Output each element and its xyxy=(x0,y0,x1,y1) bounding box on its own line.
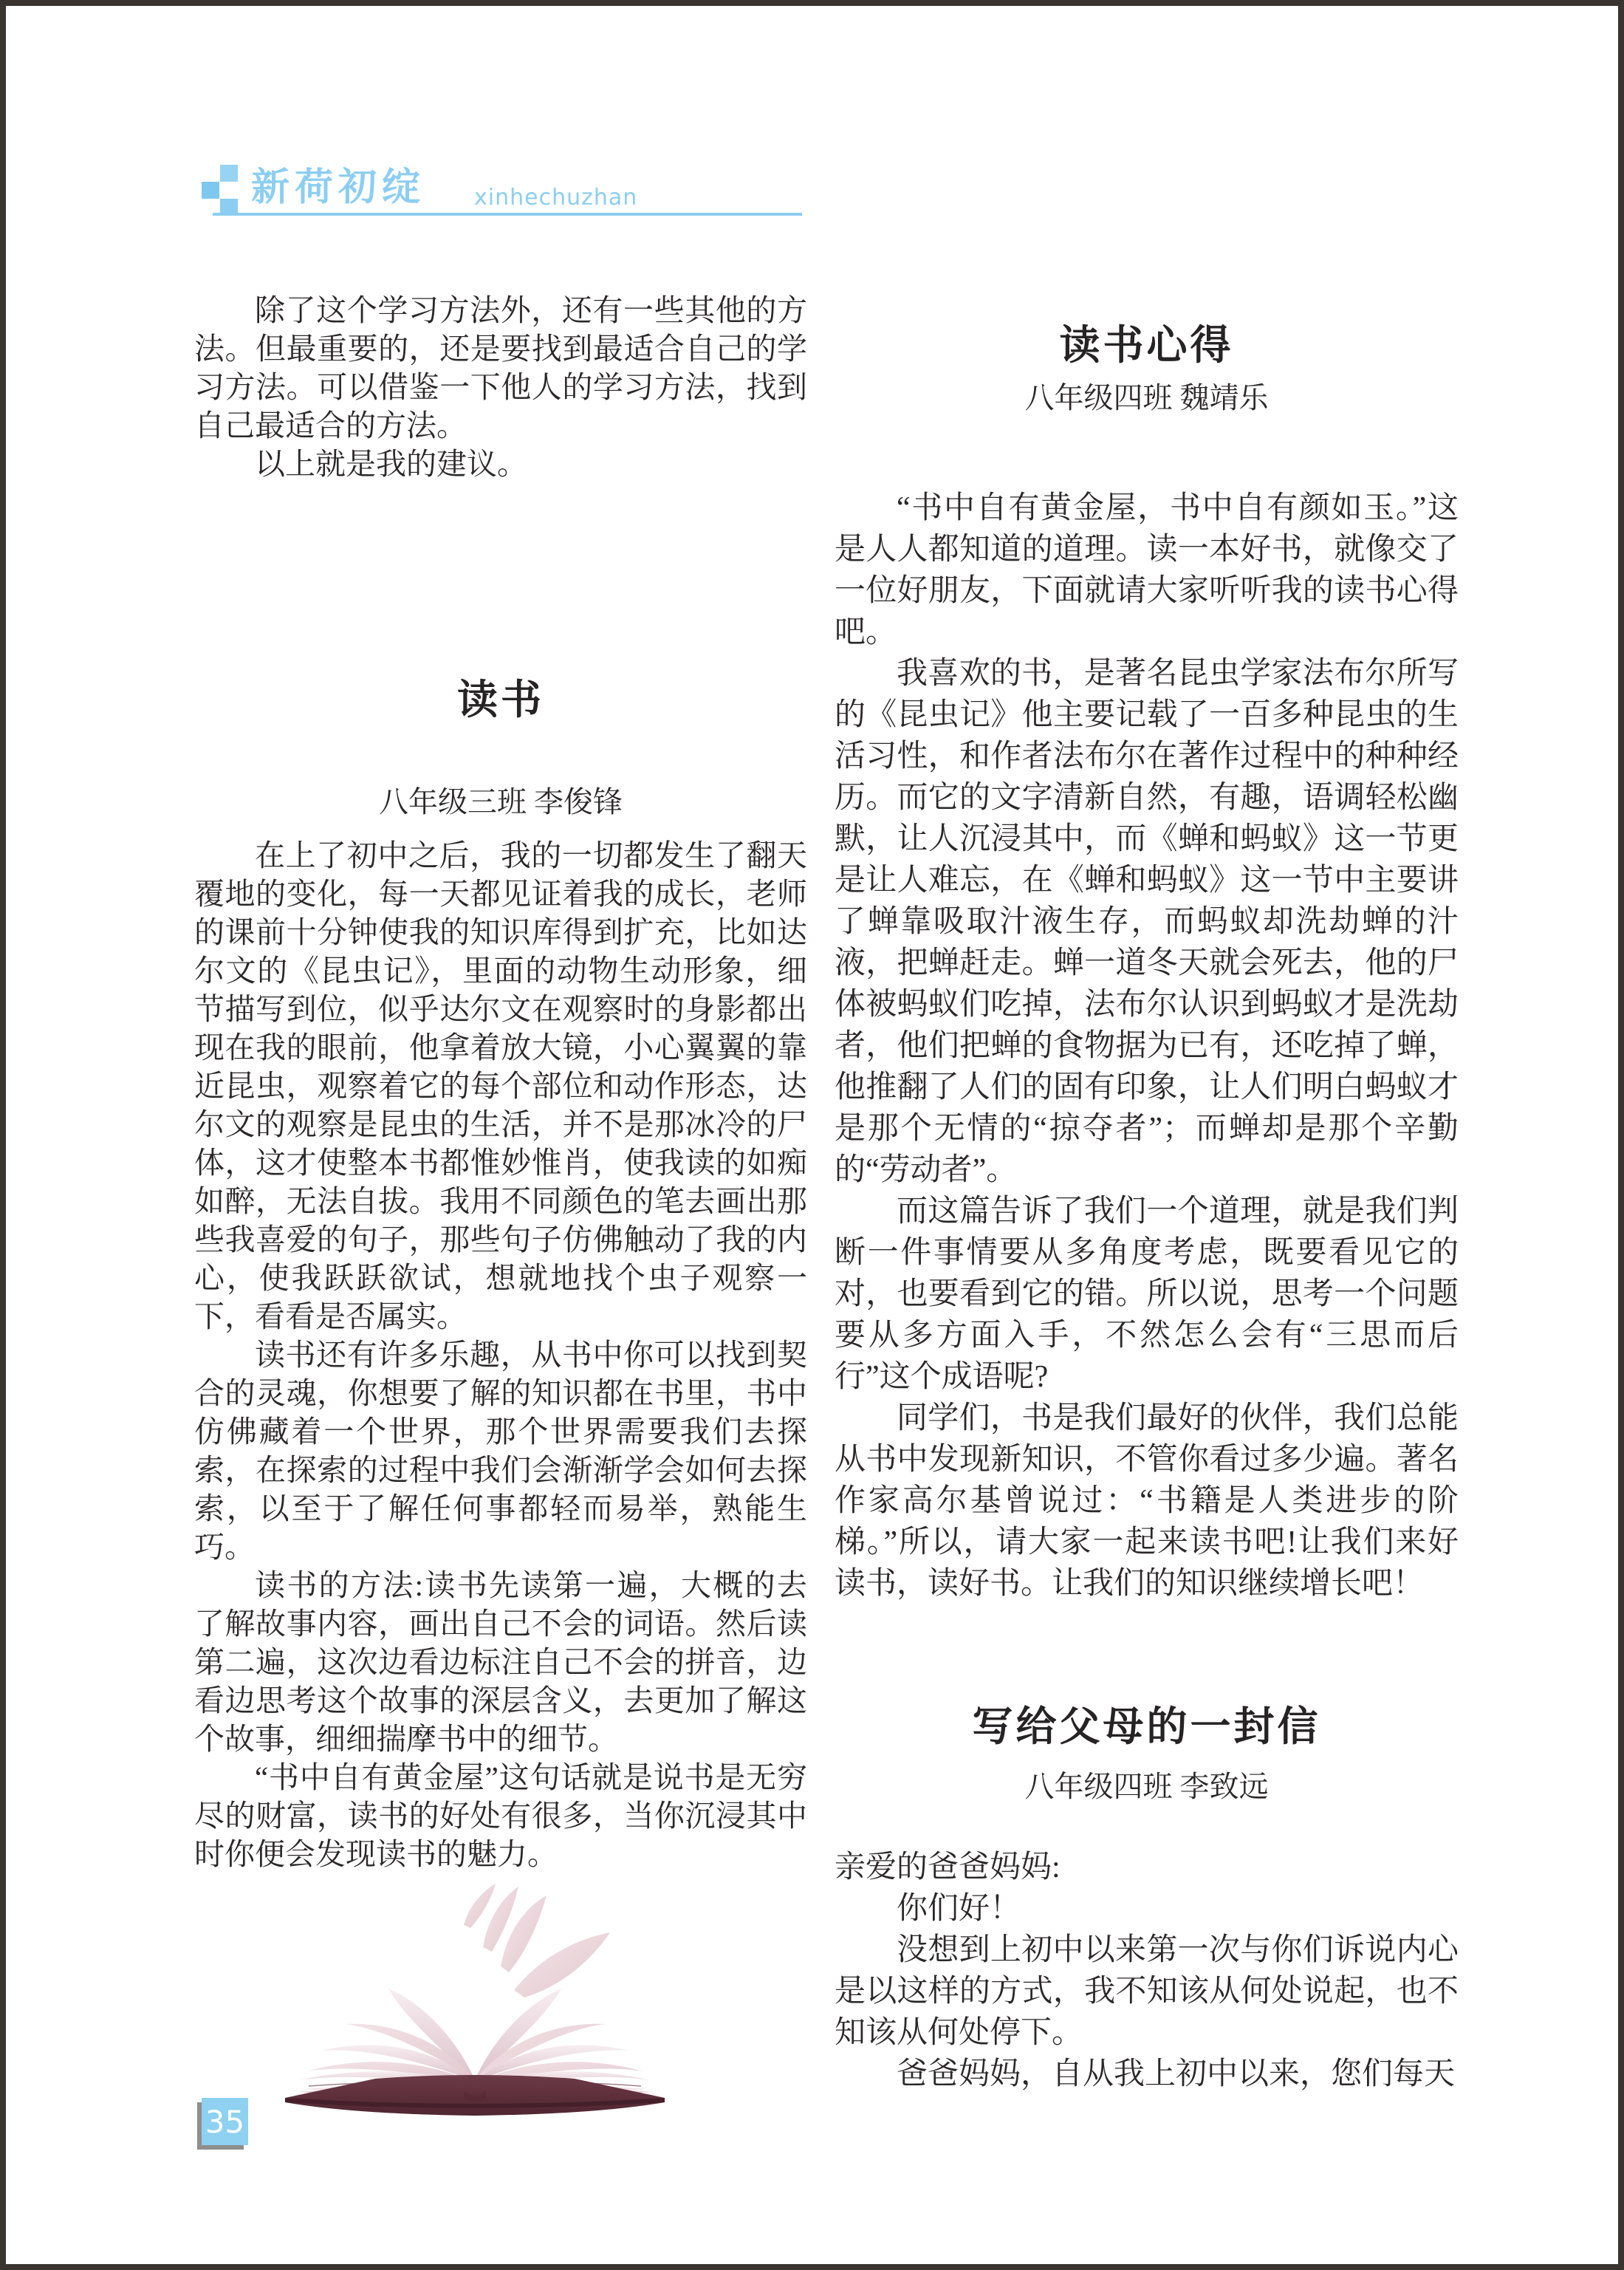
letter-body xyxy=(835,1847,1459,2095)
letter-salutation: 亲爱的爸爸妈妈: xyxy=(835,1850,1061,1884)
article-author: 八年级三班 李俊锋 xyxy=(379,785,623,818)
paragraph: 除了这个学习方法外，还有一些其他的方法。但最重要的，还是要找到最适合自己的学习方法。可以借鉴一下他人的学习方法，找到自己最适合的方法。 xyxy=(194,293,807,442)
letter-paragraphs xyxy=(835,1888,1459,2095)
article-body xyxy=(194,836,807,1873)
open-book-illustration xyxy=(279,1879,671,2123)
brand-pinyin: xinhechuzhan xyxy=(474,185,638,211)
paragraph: 同学们，书是我们最好的伙伴，我们总能从书中发现新知识，不管你看过多少遍。著名作家高尔基曾说过：“书籍是人类进步的阶梯。”所以，请大家一起来读书吧!让我们来好读书，读好书。让我们的知识继续增长吧！ xyxy=(835,1401,1459,1601)
article-author: 八年级四班 李致远 xyxy=(1024,1770,1269,1803)
paragraph: 爸爸妈妈，自从我上初中以来，您们每天 xyxy=(897,2057,1456,2091)
article-author: 八年级四班 魏靖乐 xyxy=(1024,381,1269,414)
brand-title: 新荷初绽 xyxy=(251,165,426,210)
article-body xyxy=(835,488,1459,1604)
paragraph: 以上就是我的建议。 xyxy=(255,447,527,481)
article-title-dushu: 读书 xyxy=(456,677,544,722)
paragraph: 我喜欢的书，是著名昆虫学家法布尔所写的《昆虫记》他主要记载了一百多种昆虫的生活习性，和作者法布尔在著作过程中的种种经历。而它的文字清新自然，有趣，语调轻松幽默，让人沉浸其中，而《蝉和蚂蚁》这一节更是让人难忘，在《蝉和蚂蚁》这一节中主要讲了蝉靠吸取汁液生存，而蚂蚁却洗劫蝉的汁液，把蝉赶走。蝉一道冬天就会死去，他的尸体被蚂蚁们吃掉，法布尔认识到蚂蚁才是洗劫者，他们把蝉的食物据为已有，还吃掉了蝉，他推翻了人们的固有印象，让人们明白蚂蚁才是那个无情的“掠夺者”；而蝉却是那个辛勤的“劳动者”。 xyxy=(835,657,1459,1187)
right-column xyxy=(835,6,1459,2270)
paragraph: 读书还有许多乐趣，从书中你可以找到契合的灵魂，你想要了解的知识都在书里，书中仿佛藏着一个世界，那个世界需要我们去探索，在探索的过程中我们会渐渐学会如何去探索，以至于了解任何事都轻而易举，熟能生巧。 xyxy=(194,1338,807,1564)
article-title-letter: 写给父母的一封信 xyxy=(972,1704,1321,1749)
paragraph: 你们好！ xyxy=(897,1892,1021,1926)
article-title-xinde: 读书心得 xyxy=(1059,323,1234,368)
paragraph: 而这篇告诉了我们一个道理，就是我们判断一件事情要从多角度考虑，既要看见它的对，也要看到它的错。所以说，思考一个问题要从多方面入手，不然怎么会有“三思而后行”这个成语呢? xyxy=(835,1194,1459,1394)
page-number: 35 xyxy=(205,2103,245,2140)
paragraph: “书中自有黄金屋，书中自有颜如玉。”这是人人都知道的道理。读一本好书，就像交了一位好朋友，下面就请大家听听我的读书心得吧。 xyxy=(835,491,1459,649)
paragraph: 读书的方法:读书先读第一遍，大概的去了解故事内容，画出自己不会的词语。然后读第二遍，这次边看边标注自己不会的拼音，边看边思考这个故事的深层含义，去更加了解这个故事，细细揣摩书中的细节。 xyxy=(194,1568,807,1756)
page-number-badge xyxy=(202,2098,248,2145)
paragraph: “书中自有黄金屋”这句话就是说书是无穷尽的财富，读书的好处有很多，当你沉浸其中时你便会发现读书的魅力。 xyxy=(194,1760,807,1871)
intro-continuation xyxy=(194,291,807,483)
paragraph: 没想到上初中以来第一次与你们诉说内心是以这样的方式，我不知该从何处说起，也不知该从何处停下。 xyxy=(835,1933,1459,2050)
paragraph: 在上了初中之后，我的一切都发生了翻天覆地的变化，每一天都见证着我的成长，老师的课前十分钟使我的知识库得到扩充，比如达尔文的《昆虫记》，里面的动物生动形象，细节描写到位，似乎达尔文在观察时的身影都出现在我的眼前，他拿着放大镜，小心翼翼的靠近昆虫，观察着它的每个部位和动作形态，达尔文的观察是昆虫的生活，并不是那冰冷的尸体，这才使整本书都惟妙惟肖，使我读的如痴如醉，无法自拔。我用不同颜色的笔去画出那些我喜爱的句子，那些句子仿佛触动了我的内心，使我跃跃欲试，想就地找个虫子观察一下，看看是否属实。 xyxy=(194,838,807,1333)
